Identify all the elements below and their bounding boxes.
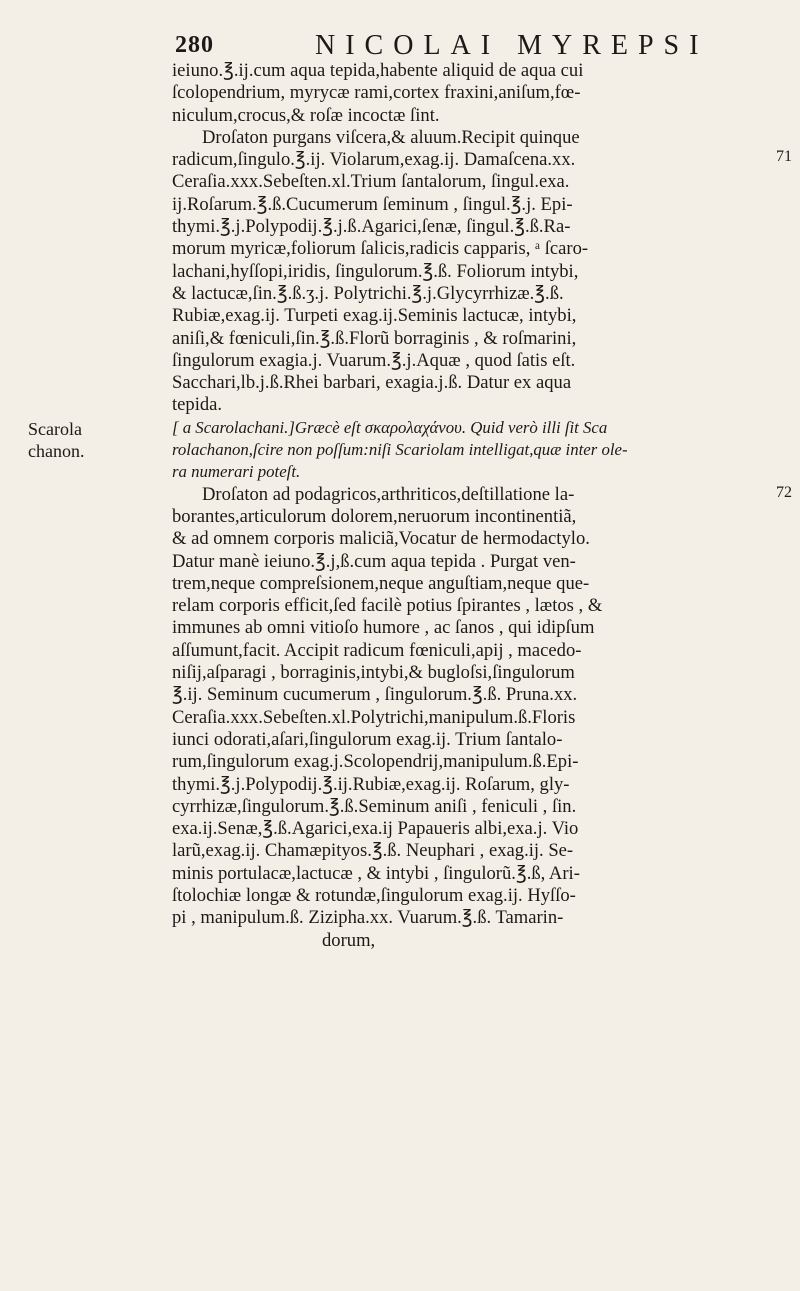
- text-line: Ceraſia.xxx.Sebeſten.xl.Trium ſantalorum, ſingul.exa.: [172, 171, 570, 193]
- text-line: ſcolopendrium, myrycæ rami,cortex fraxini,aniſum,fœ-: [172, 82, 581, 104]
- text-line: tepida.: [172, 394, 223, 416]
- text-line: pi , manipulum.ß. Zizipha.xx. Vuarum.℥.ß. Tamarin-: [172, 907, 564, 929]
- annotation-line: rolachanon,ſcire non poſſum:niſi Scariolam intelligat,quæ inter ole-: [172, 440, 628, 460]
- text-line: radicum,ſingulo.℥.ij. Violarum,exag.ij. Damaſcena.xx.: [172, 149, 576, 171]
- text-line: immunes ab omni vitioſo humore , ac ſanos , qui idipſum: [172, 617, 595, 639]
- text-line: Datur manè ieiuno.℥.j,ß.cum aqua tepida . Purgat ven-: [172, 550, 576, 572]
- text-line: Ceraſia.xxx.Sebeſten.xl.Polytrichi,manipulum.ß.Floris: [172, 706, 576, 728]
- margin-note-line: chanon.: [28, 441, 85, 461]
- margin-number: 71: [776, 148, 792, 165]
- text-line: ſingulorum exagia.j. Vuarum.℥.j.Aquæ , quod ſatis eſt.: [172, 349, 576, 371]
- text-line: thymi.℥.j.Polypodij.℥.j.ß.Agarici,ſenæ, ſingul.℥.ß.Ra-: [172, 216, 571, 238]
- text-line: rum,ſingulorum exag.j.Scolopendrij,manipulum.ß.Epi-: [172, 751, 579, 773]
- running-head: NICOLAI MYREPSI: [315, 30, 709, 61]
- text-line: ij.Roſarum.℥.ß.Cucumerum ſeminum , ſingul.℥.j. Epi-: [172, 193, 573, 215]
- text-line: thymi.℥.j.Polypodij.℥.ij.Rubiæ,exag.ij. Roſarum, gly-: [172, 773, 570, 795]
- text-line: morum myricæ,foliorum ſalicis,radicis capparis, ᵃ ſcaro-: [172, 238, 589, 260]
- paragraph-start: Droſaton ad podagricos,arthriticos,deſtillatione la-: [202, 483, 575, 505]
- page-header: [175, 30, 735, 64]
- text-line: dorum,: [322, 929, 376, 951]
- text-line: ſtolochiæ longæ & rotundæ,ſingulorum exag.ij. Hyſſo-: [172, 884, 576, 906]
- text-line: aniſi,& fœniculi,ſin.℥.ß.Florũ borraginis , & roſmarini,: [172, 327, 577, 349]
- text-line: lachani,hyſſopi,iridis, ſingulorum.℥.ß. Foliorum intybi,: [172, 260, 579, 282]
- text-line: & ad omnem corporis maliciã,Vocatur de hermodactylo.: [172, 528, 590, 550]
- text-line: borantes,articulorum dolorem,neruorum incontinentiã,: [172, 505, 577, 527]
- body-text: [172, 60, 770, 952]
- text-line: minis portulacæ,lactucæ , & intybi , ſingulorũ.℥.ß, Ari-: [172, 862, 580, 884]
- annotation-line: [ a Scarolachani.]Græcè eſt σκαρολαχάνου. Quid verò illi ſit Sca: [172, 417, 608, 437]
- margin-note: [28, 418, 84, 462]
- annotation-line: ra numerari poteſt.: [172, 462, 301, 482]
- text-line: niſij,aſparagi , borraginis,intybi,& bugloſsi,ſingulorum: [172, 662, 575, 684]
- text-line: & lactucæ,ſin.℥.ß.ʒ.j. Polytrichi.℥.j.Glycyrrhizæ.℥.ß.: [172, 282, 564, 304]
- paragraph-start: Droſaton purgans viſcera,& aluum.Recipit quinque: [202, 126, 580, 148]
- text-line: iunci odorati,aſari,ſingulorum exag.ij. Trium ſantalo-: [172, 728, 563, 750]
- text-line: ℥.ij. Seminum cucumerum , ſingulorum.℥.ß. Pruna.xx.: [172, 684, 578, 706]
- text-line: trem,neque compreſsionem,neque anguſtiam,neque que-: [172, 572, 590, 594]
- text-line: ieiuno.℥.ij.cum aqua tepida,habente aliquid de aqua cui: [172, 60, 584, 81]
- text-line: cyrrhizæ,ſingulorum.℥.ß.Seminum aniſi , feniculi , ſin.: [172, 795, 577, 817]
- text-line: aſſumunt,facit. Accipit radicum fœniculi,apij , macedo-: [172, 639, 582, 661]
- margin-note-line: Scarola: [28, 419, 82, 439]
- text-line: Rubiæ,exag.ij. Turpeti exag.ij.Seminis lactucæ, intybi,: [172, 305, 577, 327]
- text-line: exa.ij.Senæ,℥.ß.Agarici,exa.ij Papaueris albi,exa.j. Vio: [172, 818, 579, 840]
- text-line: relam corporis efficit,ſed facilè potius ſpirantes , lætos , &: [172, 595, 603, 617]
- margin-number: 72: [776, 484, 792, 501]
- text-line: niculum,crocus,& roſæ incoctæ ſint.: [172, 104, 440, 126]
- text-line: Sacchari,lb.j.ß.Rhei barbari, exagia.j.ß. Datur ex aqua: [172, 372, 572, 394]
- text-line: larũ,exag.ij. Chamæpityos.℥.ß. Neuphari , exag.ij. Se-: [172, 840, 574, 862]
- page-number: 280: [175, 32, 214, 58]
